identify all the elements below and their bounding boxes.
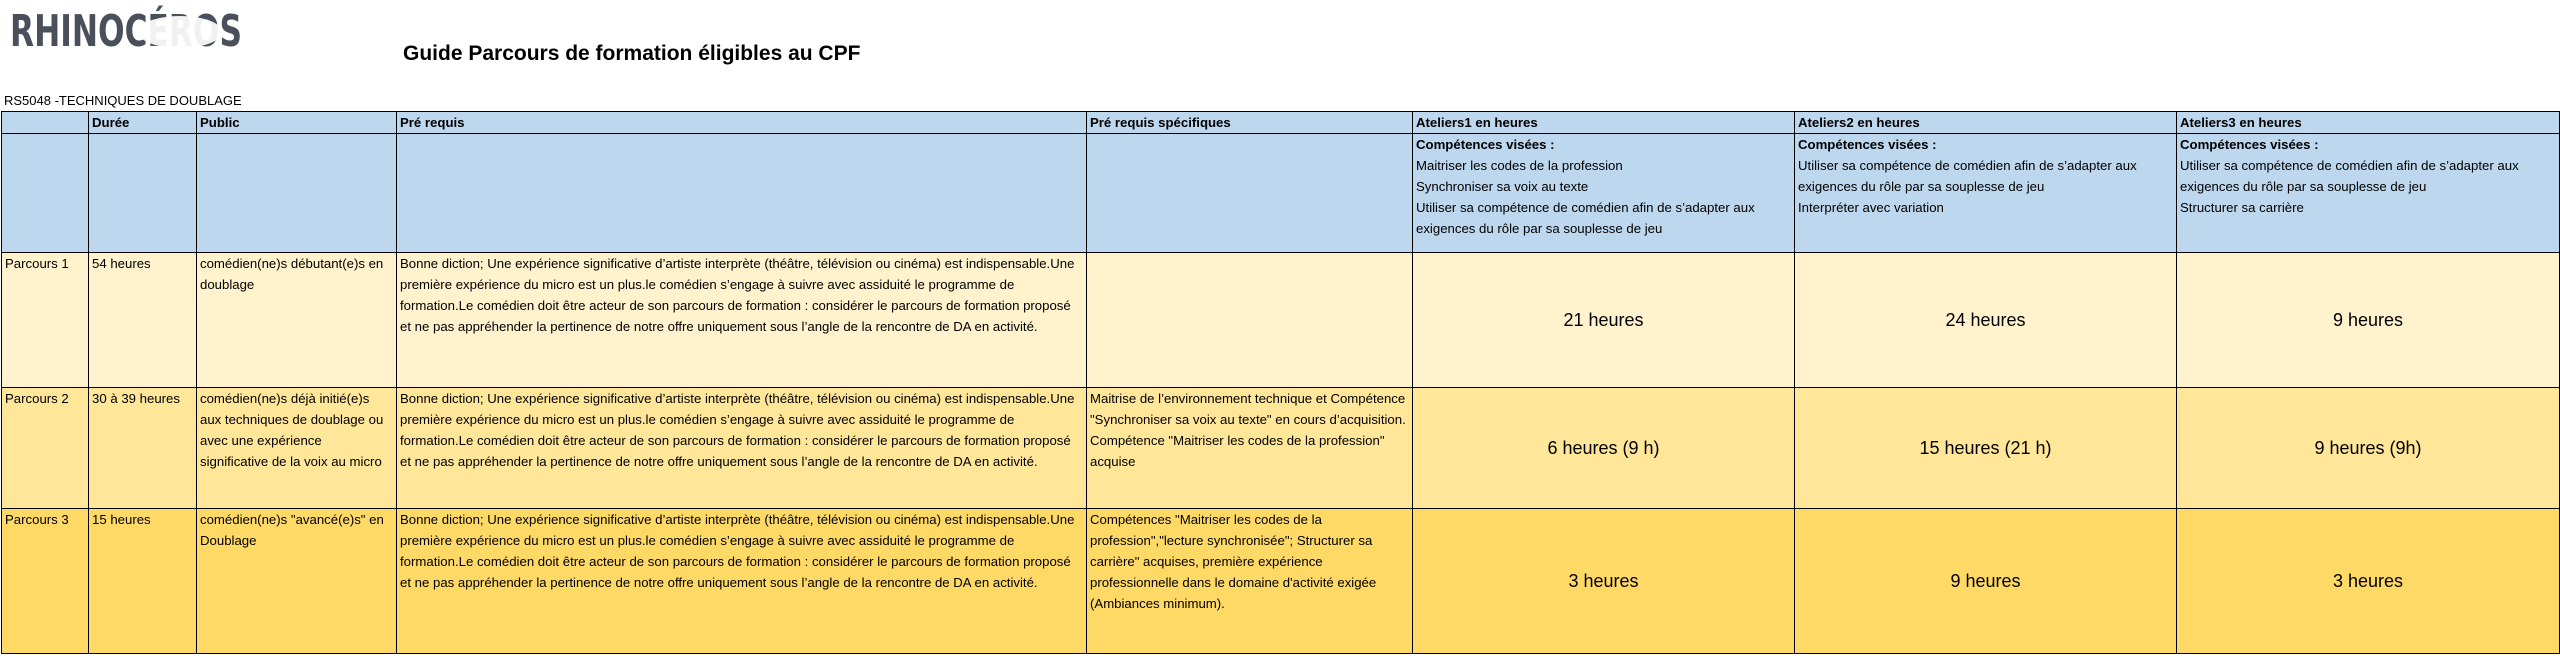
ateliers1-hours: 6 heures (9 h)	[1413, 388, 1795, 509]
prerequis-specifiques-cell	[1087, 253, 1413, 388]
table-cell	[2, 134, 89, 253]
table-row-parcours-2	[2, 388, 2560, 509]
competences-ateliers1	[1413, 134, 1795, 253]
duree-cell: 30 à 39 heures	[89, 388, 197, 509]
competences-row	[2, 134, 2560, 253]
header-ateliers3: Ateliers3 en heures	[2177, 112, 2560, 134]
competence-item: Utiliser sa compétence de comédien afin de s’adapter aux exigences du rôle par sa souplesse de jeu	[1416, 200, 1755, 236]
competence-item: Maitriser les codes de la profession	[1416, 158, 1623, 173]
competence-item: Structurer sa carrière	[2180, 200, 2304, 215]
competence-item: Interpréter avec variation	[1798, 200, 1944, 215]
table-cell	[89, 134, 197, 253]
header-prerequis-specifiques: Pré requis spécifiques	[1087, 112, 1413, 134]
competences-label: Compétences visées :	[1416, 137, 1555, 152]
table-row-parcours-3	[2, 509, 2560, 654]
sheet-subtitle: RS5048 -TECHNIQUES DE DOUBLAGE	[4, 93, 242, 108]
parcours-label: Parcours 2	[2, 388, 89, 509]
header-row	[2, 112, 2560, 134]
competence-item: Synchroniser sa voix au texte	[1416, 179, 1589, 194]
prerequis-specifiques-cell: Compétences "Maitriser les codes de la profession","lecture synchronisée"; Structurer sa carrière" acquises, première expérience professionnelle dans le domaine d'activité exigée (Ambiances minimum).	[1087, 509, 1413, 654]
public-cell: comédien(ne)s "avancé(e)s" en Doublage	[197, 509, 397, 654]
ateliers2-hours: 9 heures	[1795, 509, 2177, 654]
competences-ateliers2	[1795, 134, 2177, 253]
competence-item: Utiliser sa compétence de comédien afin de s’adapter aux exigences du rôle par sa souplesse de jeu	[1798, 158, 2137, 194]
prerequis-cell: Bonne diction; Une expérience significative d’artiste interprète (théâtre, télévision ou cinéma) est indispensable.Une première expérience du micro est un plus.le comédien s’engage à suivre avec assiduité le programme de formation.Le comédien doit être acteur de son parcours de formation : considérer le parcours de formation proposé et ne pas appréhender la pertinence de notre offre uniquement sous l’angle de la rencontre de DA en activité.	[397, 388, 1087, 509]
ateliers1-hours: 21 heures	[1413, 253, 1795, 388]
header-duree: Durée	[89, 112, 197, 134]
header-public: Public	[197, 112, 397, 134]
header-ateliers1: Ateliers1 en heures	[1413, 112, 1795, 134]
ateliers3-hours: 9 heures (9h)	[2177, 388, 2560, 509]
competence-item: Utiliser sa compétence de comédien afin de s’adapter aux exigences du rôle par sa souplesse de jeu	[2180, 158, 2519, 194]
table-row-parcours-1	[2, 253, 2560, 388]
prerequis-cell: Bonne diction; Une expérience significative d’artiste interprète (théâtre, télévision ou cinéma) est indispensable.Une première expérience du micro est un plus.le comédien s’engage à suivre avec assiduité le programme de formation.Le comédien doit être acteur de son parcours de formation : considérer le parcours de formation proposé et ne pas appréhender la pertinence de notre offre uniquement sous l’angle de la rencontre de DA en activité.	[397, 253, 1087, 388]
header-empty	[2, 112, 89, 134]
parcours-table	[1, 111, 2560, 654]
table-cell	[1087, 134, 1413, 253]
header-ateliers2: Ateliers2 en heures	[1795, 112, 2177, 134]
prerequis-cell: Bonne diction; Une expérience significative d’artiste interprète (théâtre, télévision ou cinéma) est indispensable.Une première expérience du micro est un plus.le comédien s’engage à suivre avec assiduité le programme de formation.Le comédien doit être acteur de son parcours de formation : considérer le parcours de formation proposé et ne pas appréhender la pertinence de notre offre uniquement sous l’angle de la rencontre de DA en activité.	[397, 509, 1087, 654]
parcours-label: Parcours 1	[2, 253, 89, 388]
prerequis-specifiques-cell: Maitrise de l’environnement technique et Compétence "Synchroniser sa voix au texte" en cours d’acquisition. Compétence "Maitriser les codes de la profession" acquise	[1087, 388, 1413, 509]
parcours-label: Parcours 3	[2, 509, 89, 654]
ateliers1-hours: 3 heures	[1413, 509, 1795, 654]
table-cell	[397, 134, 1087, 253]
ateliers3-hours: 9 heures	[2177, 253, 2560, 388]
duree-cell: 15 heures	[89, 509, 197, 654]
competences-label: Compétences visées :	[2180, 137, 2319, 152]
duree-cell: 54 heures	[89, 253, 197, 388]
header-prerequis: Pré requis	[397, 112, 1087, 134]
ateliers2-hours: 24 heures	[1795, 253, 2177, 388]
table-cell	[197, 134, 397, 253]
competences-ateliers3	[2177, 134, 2560, 253]
ateliers3-hours: 3 heures	[2177, 509, 2560, 654]
competences-label: Compétences visées :	[1798, 137, 1937, 152]
page-title: Guide Parcours de formation éligibles au CPF	[403, 42, 861, 65]
rhinoceros-logo-icon	[10, 4, 250, 62]
ateliers2-hours: 15 heures (21 h)	[1795, 388, 2177, 509]
public-cell: comédien(ne)s débutant(e)s en doublage	[197, 253, 397, 388]
public-cell: comédien(ne)s déjà initié(e)s aux techniques de doublage ou avec une expérience significative de la voix au micro	[197, 388, 397, 509]
